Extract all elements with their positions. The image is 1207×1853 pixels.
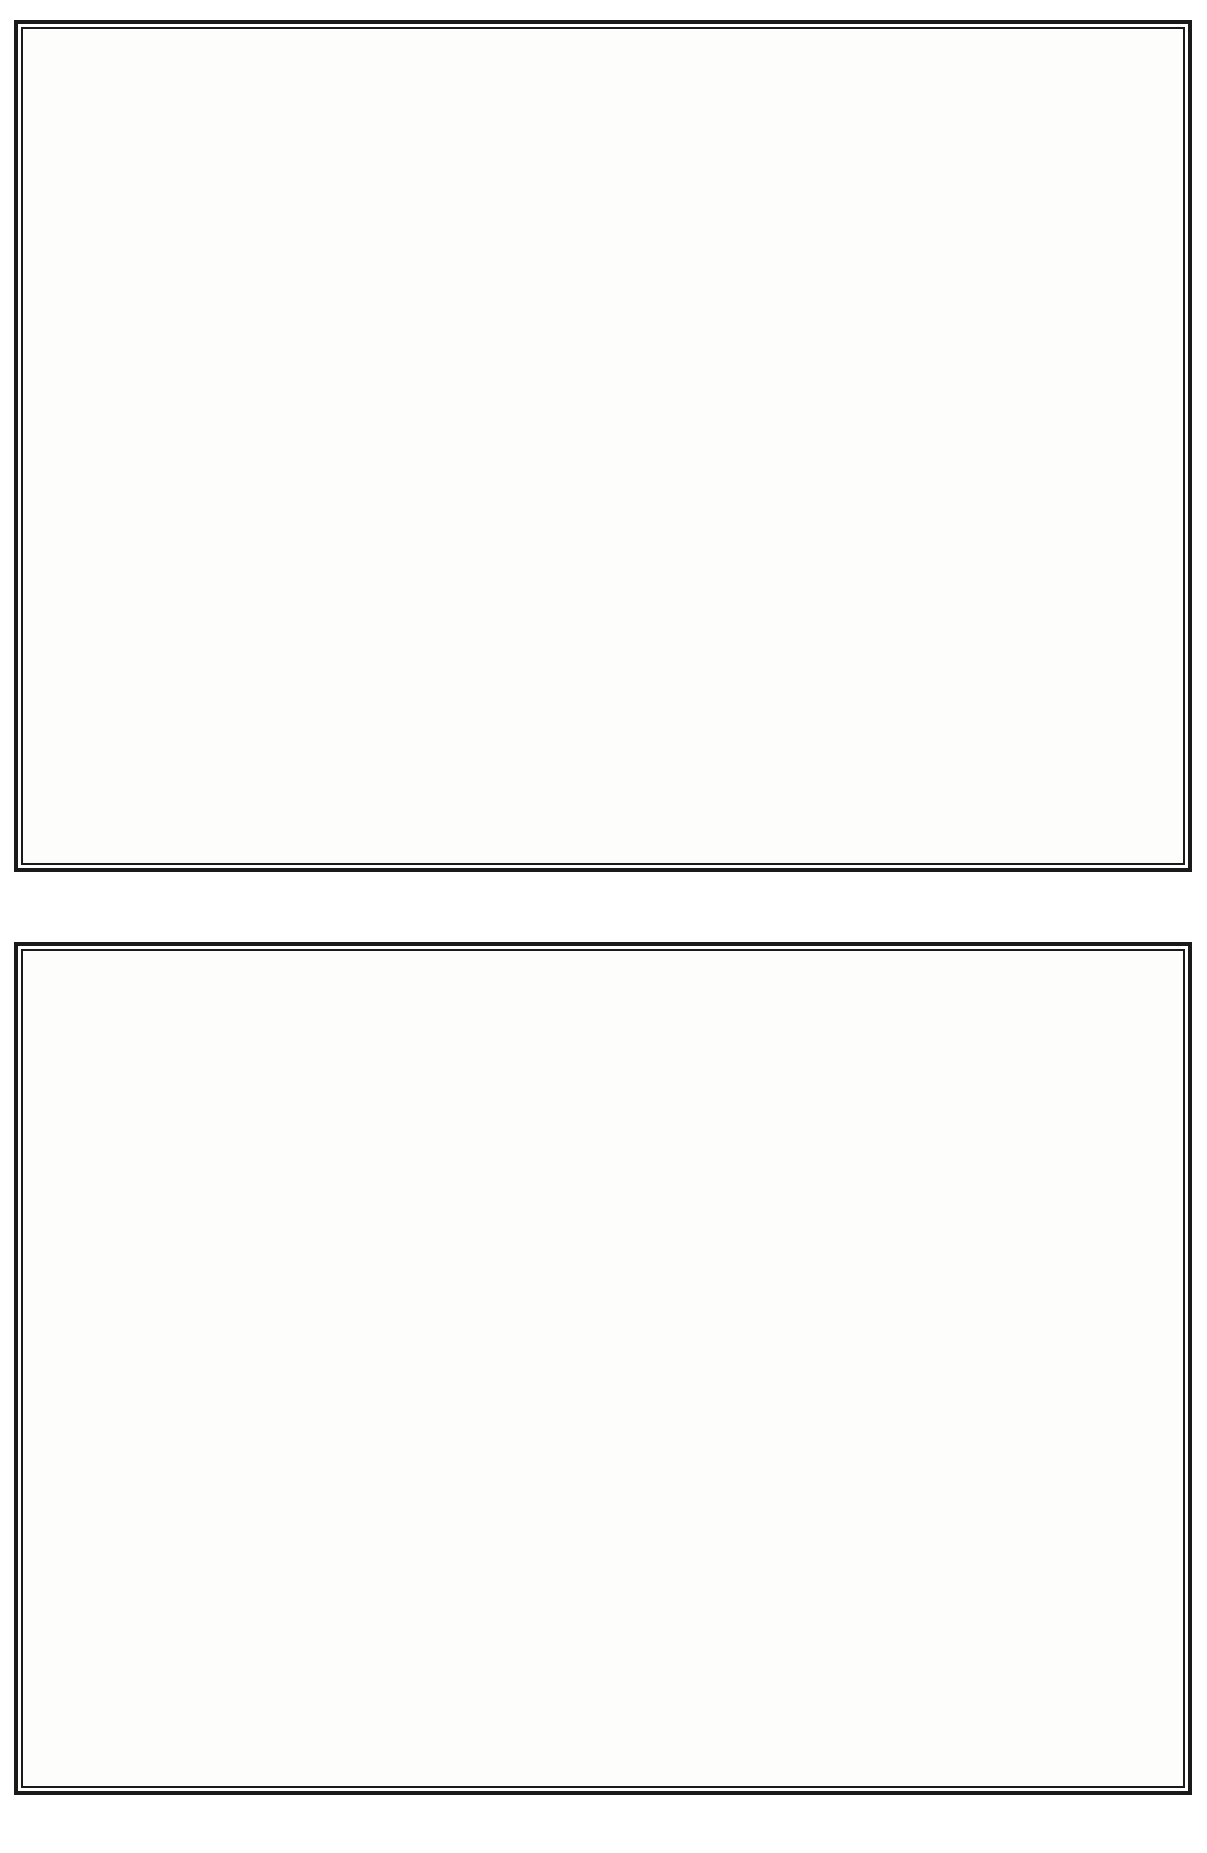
page-top (14, 20, 1192, 872)
page-bottom (14, 942, 1192, 1795)
